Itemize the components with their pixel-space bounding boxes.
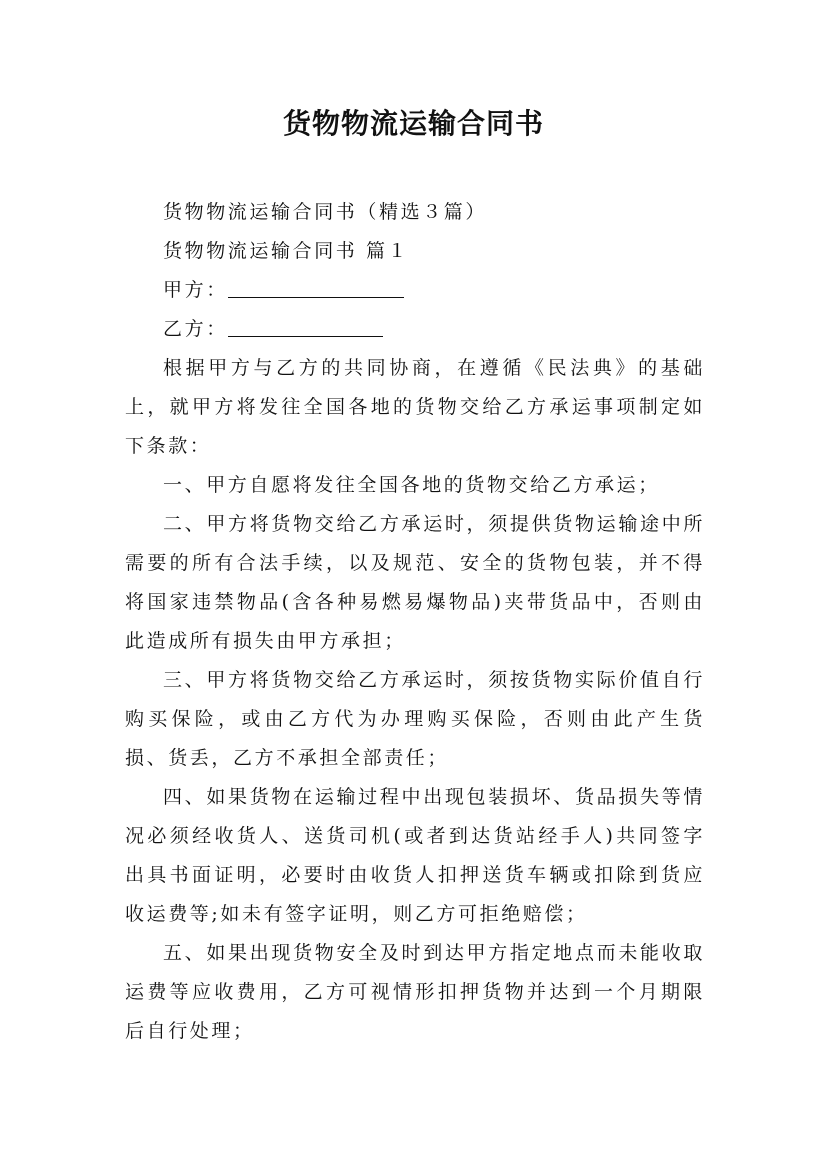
party-a-label: 甲方：	[163, 279, 228, 301]
paragraph-clause-2: 二、甲方将货物交给乙方承运时，须提供货物运输途中所需要的所有合法手续，以及规范、安全的货物包装，并不得将国家违禁物品(含各种易燃易爆物品)夹带货品中，否则由此造成所有损失由甲方承担；	[125, 513, 705, 652]
party-b-label: 乙方：	[163, 318, 228, 340]
party-a-line	[125, 271, 705, 310]
paragraph-preamble: 根据甲方与乙方的共同协商，在遵循《民法典》的基础上，就甲方将发往全国各地的货物交给乙方承运事项制定如下条款：	[125, 357, 705, 457]
paragraph-clause-4: 四、如果货物在运输过程中出现包装损坏、货品损失等情况必须经收货人、送货司机(或者到达货站经手人)共同签字出具书面证明，必要时由收货人扣押送货车辆或扣除到货应收运费等;如未有签字证明，则乙方可拒绝赔偿；	[125, 786, 705, 925]
paragraph-clause-5: 五、如果出现货物安全及时到达甲方指定地点而未能收取运费等应收费用，乙方可视情形扣押货物并达到一个月期限后自行处理；	[125, 942, 705, 1042]
paragraph-clause-1: 一、甲方自愿将发往全国各地的货物交给乙方承运；	[163, 474, 660, 496]
paragraph-clause-3: 三、甲方将货物交给乙方承运时，须按货物实际价值自行购买保险，或由乙方代为办理购买保险，否则由此产生货损、货丢，乙方不承担全部责任；	[125, 669, 705, 769]
section-heading: 货物物流运输合同书 篇１	[163, 240, 410, 262]
document-body	[125, 193, 705, 1051]
party-b-line	[125, 310, 705, 349]
document-title: 货物物流运输合同书	[282, 107, 544, 140]
party-a-blank	[228, 277, 404, 298]
party-b-blank	[228, 316, 383, 337]
document-subtitle: 货物物流运输合同书（精选３篇）	[163, 201, 488, 223]
